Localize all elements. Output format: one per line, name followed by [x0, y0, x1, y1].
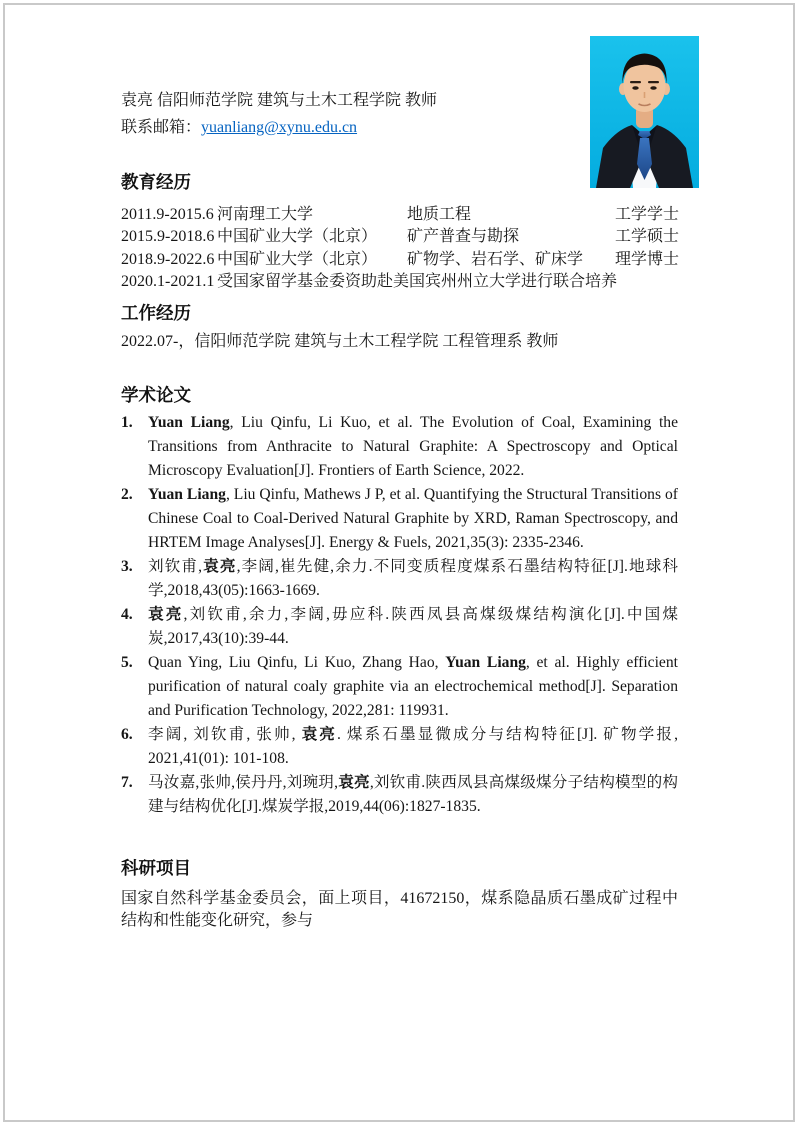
publication-text: Quan Ying, Liu Qinfu, Li Kuo, Zhang Hao,	[148, 653, 446, 671]
publication-item	[121, 555, 678, 603]
publications-heading: 学术论文	[121, 384, 191, 405]
publication-number: 1.	[121, 413, 133, 431]
author-highlight: 袁亮	[148, 605, 184, 623]
email-link[interactable]: yuanliang@xynu.edu.cn	[201, 119, 358, 136]
author-highlight: 袁亮	[301, 725, 337, 743]
publication-item	[121, 723, 678, 771]
education-row	[121, 204, 678, 226]
education-major: 矿物学、岩石学、矿床学	[407, 250, 584, 268]
publication-text: 马汝嘉,张帅,侯丹丹,刘琬玥,	[148, 773, 338, 791]
publication-list	[121, 411, 678, 819]
publication-item	[121, 483, 678, 555]
publication-number: 2.	[121, 485, 133, 503]
publication-text: , et al. Highly efficient purification of natural coaly graphite via an electrochemical method[J]. Separation and Purification Technology, 2022,281: 119931.	[148, 653, 678, 719]
publication-number: 4.	[121, 605, 133, 623]
education-school: 中国矿业大学（北京）	[217, 228, 378, 246]
profile-photo	[590, 36, 699, 188]
publication-text: . 煤系石墨显微成分与结构特征[J]. 矿物学报, 2021,41(01): 101-108.	[148, 725, 678, 767]
publication-item	[121, 411, 678, 483]
education-school: 河南理工大学	[217, 206, 314, 223]
publication-text: ,刘钦甫,余力,李阔,毋应科.陕西凤县高煤级煤结构演化[J].中国煤炭,2017,43(10):39-44.	[148, 605, 678, 647]
education-period: 2015.9-2018.6	[121, 228, 215, 246]
author-highlight: 袁亮	[338, 773, 370, 791]
education-period: 2018.9-2022.6	[121, 250, 215, 268]
education-heading: 教育经历	[121, 172, 191, 192]
education-table	[121, 204, 678, 294]
education-school: 中国矿业大学（北京）	[217, 250, 378, 268]
publication-text: 刘钦甫,	[148, 557, 203, 575]
publication-number: 3.	[121, 557, 133, 575]
education-degree: 理学博士	[615, 250, 680, 268]
education-period: 2011.9-2015.6	[121, 206, 214, 223]
education-row	[121, 226, 678, 248]
author-highlight: Yuan Liang	[148, 485, 226, 503]
education-period: 2020.1-2021.1	[121, 273, 215, 291]
portrait-icon	[590, 36, 699, 188]
education-row	[121, 271, 678, 293]
publication-number: 5.	[121, 653, 133, 671]
work-entry: 2022.07-，信阳师范学院 建筑与土木工程学院 工程管理系 教师	[121, 332, 559, 350]
projects-heading: 科研项目	[121, 857, 191, 878]
publication-text: 李阔, 刘钦甫, 张帅,	[148, 725, 302, 743]
author-highlight: Yuan Liang	[148, 413, 230, 431]
education-major: 地质工程	[407, 206, 472, 223]
publication-item	[121, 771, 678, 819]
education-degree: 工学硕士	[615, 228, 680, 246]
education-major: 矿产普查与勘探	[407, 228, 520, 246]
education-row	[121, 249, 678, 271]
publication-text: ,李阔,崔先健,余力.不同变质程度煤系石墨结构特征[J].地球科学,2018,43(05):1663-1669.	[148, 557, 678, 599]
work-heading: 工作经历	[121, 302, 191, 323]
author-highlight: 袁亮	[202, 557, 237, 575]
publication-item	[121, 651, 678, 723]
publication-text: , Liu Qinfu, Mathews J P, et al. Quantifying the Structural Transitions of Chinese Coal to Coal-Derived Natural Graphite by XRD, Raman Spectroscopy, and HRTEM Image Analyses[J]. Energy & Fuels, 2021,35(3): 2335-2346.	[148, 485, 678, 551]
publication-item	[121, 603, 678, 651]
publication-text: ,刘钦甫.陕西凤县高煤级煤分子结构模型的构建与结构优化[J].煤炭学报,2019,44(06):1827-1835.	[148, 773, 678, 815]
email-label: 联系邮箱：	[121, 119, 202, 136]
education-description: 受国家留学基金委资助赴美国宾州州立大学进行联合培养	[217, 273, 618, 291]
publication-number: 6.	[121, 725, 133, 743]
education-degree: 工学学士	[615, 206, 680, 223]
author-highlight: Yuan Liang	[445, 653, 526, 671]
publication-number: 7.	[121, 773, 133, 791]
project-entry: 国家自然科学基金委员会，面上项目，41672150，煤系隐晶质石墨成矿过程中结构和性能变化研究，参与	[121, 889, 678, 930]
person-title-line: 袁亮 信阳师范学院 建筑与土木工程学院 教师	[121, 92, 438, 109]
publication-text: , Liu Qinfu, Li Kuo, et al. The Evolution of Coal, Examining the Transitions from Anthracite to Natural Graphite: A Spectroscopy and Optical Microscopy Evaluation[J]. Frontiers of Earth Science, 2022.	[148, 413, 678, 479]
